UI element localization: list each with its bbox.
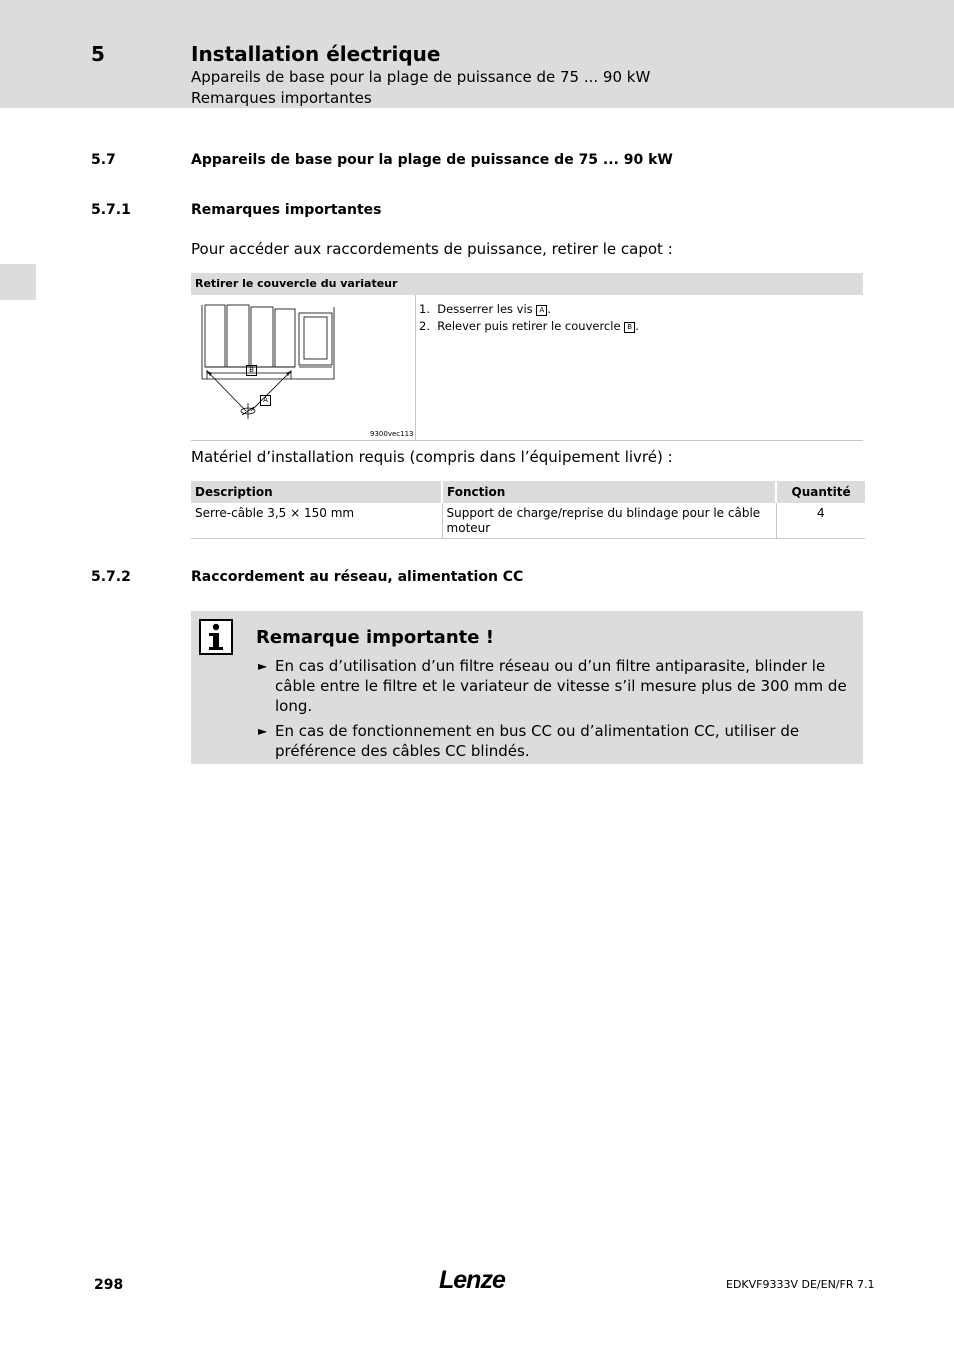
document-code: EDKVF9333V DE/EN/FR 7.1 xyxy=(726,1278,875,1291)
section-5-7-number: 5.7 xyxy=(91,152,116,168)
step-1-label: A xyxy=(536,305,547,316)
page-header xyxy=(0,0,954,108)
material-paragraph: Matériel d’installation requis (compris dans l’équipement livré) : xyxy=(191,448,673,466)
section-5-7-title: Appareils de base pour la plage de puissance de 75 ... 90 kW xyxy=(191,152,673,168)
page-number: 298 xyxy=(94,1277,124,1293)
step-1-number: 1. xyxy=(419,302,430,316)
info-icon xyxy=(199,619,233,655)
cell-function: Support de charge/reprise du blindage pour le câble moteur xyxy=(442,503,776,539)
cover-removal-header: Retirer le couvercle du variateur xyxy=(191,273,863,295)
lenze-logo xyxy=(437,1264,517,1296)
chapter-number: 5 xyxy=(91,42,105,66)
step-1: 1. Desserrer les vis A . xyxy=(419,302,551,316)
cover-removal-steps xyxy=(419,301,639,335)
note-item-1-text: En cas d’utilisation d’un filtre réseau ou d’un filtre antiparasite, blinder le câble entre le filtre et le variateur de vitesse s’il mesure plus de 300 mm de long. xyxy=(275,657,847,715)
cover-removal-table xyxy=(191,273,863,441)
figure-code: 9300vec113 xyxy=(370,430,414,438)
note-item-1 xyxy=(258,656,848,716)
material-table xyxy=(191,481,865,539)
step-2-label: B xyxy=(624,322,635,333)
cell-quantity: 4 xyxy=(776,503,865,539)
step-2-number: 2. xyxy=(419,319,430,333)
cover-removal-body xyxy=(191,295,863,441)
intro-paragraph: Pour accéder aux raccordements de puissance, retirer le capot : xyxy=(191,240,673,258)
important-note-box xyxy=(191,611,863,764)
side-tab-marker xyxy=(0,264,36,300)
step-2-text: Relever puis retirer le couvercle xyxy=(437,319,621,333)
arrow-right-icon: ► xyxy=(258,724,268,738)
step-2: 2. Relever puis retirer le couvercle B . xyxy=(419,319,639,333)
section-5-7-2-number: 5.7.2 xyxy=(91,569,131,585)
section-5-7-1-number: 5.7.1 xyxy=(91,202,131,218)
header-subtitle-2: Remarques importantes xyxy=(191,89,372,107)
note-title: Remarque importante ! xyxy=(256,627,494,648)
col-description: Description xyxy=(191,481,442,503)
cell-description: Serre-câble 3,5 × 150 mm xyxy=(191,503,442,539)
step-1-text: Desserrer les vis xyxy=(437,302,533,316)
lenze-logo-text: Lenze xyxy=(439,1266,505,1294)
figure-label-b: B xyxy=(246,365,257,376)
col-function: Fonction xyxy=(442,481,776,503)
material-table-header xyxy=(191,481,865,503)
col-quantity: Quantité xyxy=(776,481,865,503)
note-item-2 xyxy=(258,721,848,761)
chapter-title: Installation électrique xyxy=(191,42,441,66)
cover-removal-figure xyxy=(191,295,416,440)
section-5-7-2-title: Raccordement au réseau, alimentation CC xyxy=(191,569,524,585)
header-subtitle-1: Appareils de base pour la plage de puissance de 75 ... 90 kW xyxy=(191,68,651,86)
table-row xyxy=(191,503,865,539)
arrow-right-icon: ► xyxy=(258,659,268,673)
note-item-2-text: En cas de fonctionnement en bus CC ou d’alimentation CC, utiliser de préférence des câbles CC blindés. xyxy=(275,722,800,760)
section-5-7-1-title: Remarques importantes xyxy=(191,202,382,218)
figure-label-a: A xyxy=(260,395,271,406)
drive-cover-drawing xyxy=(191,295,415,440)
